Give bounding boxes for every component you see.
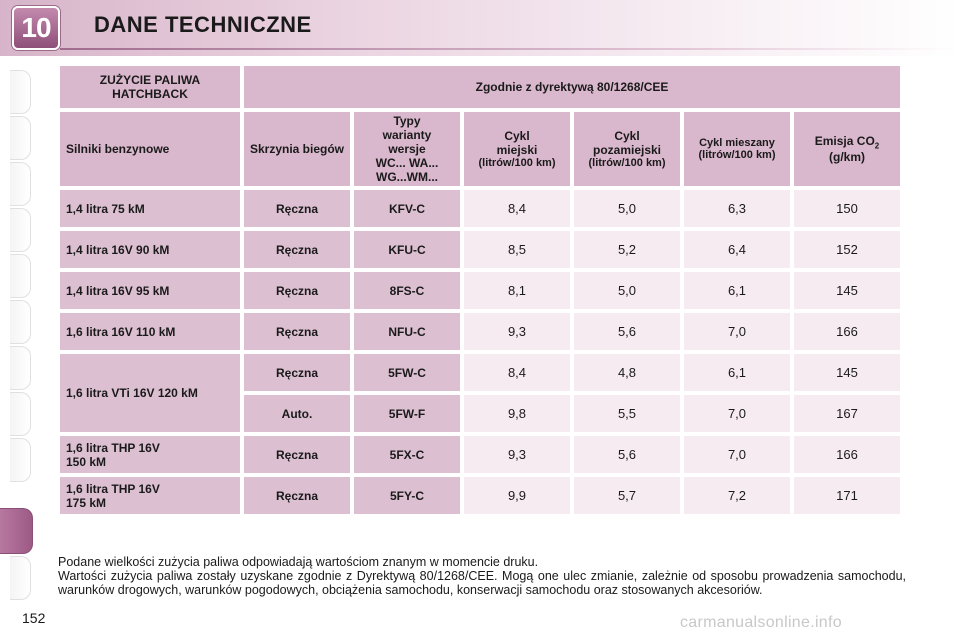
table-row: 1,4 litra 16V 95 kM Ręczna 8FS-C 8,1 5,0 6,1 145	[60, 272, 900, 309]
table-title-row	[60, 66, 900, 108]
chapter-tab[interactable]	[10, 300, 31, 344]
table-row: 1,6 litra VTi 16V 120 kM Ręczna 5FW-C 8,4 4,8 6,1 145	[60, 354, 900, 391]
chapter-tab[interactable]	[10, 70, 31, 114]
page-number: 152	[22, 610, 46, 626]
chapter-tab[interactable]	[10, 116, 31, 160]
footnote-line: Wartości zużycia paliwa zostały uzyskane zgodnie z Dyrektywą 80/1268/CEE. Mogą one ulec zmianie, zależnie od sposobu prowadzenia samochodu, warunków drogowych, warunków pogodowych, obciążenia samochodu, konserwacji samochodu oraz stosowanych akcesoriów.	[58, 569, 906, 597]
watermark: carmanualsonline.info	[680, 614, 842, 631]
chapter-tab[interactable]	[10, 556, 31, 600]
col-engine: Silniki benzynowe	[60, 112, 240, 186]
header-divider	[60, 48, 960, 50]
chapter-tab[interactable]	[10, 162, 31, 206]
table-row: 1,6 litra THP 16V 150 kM Ręczna 5FX-C 9,3 5,6 7,0 166	[60, 436, 900, 473]
column-header-row	[60, 112, 900, 186]
chapter-tab[interactable]	[10, 208, 31, 252]
table-title: ZUŻYCIE PALIWA HATCHBACK	[60, 66, 240, 108]
col-types: Typy warianty wersje WC... WA... WG...WM...	[354, 112, 460, 186]
page-title: DANE TECHNICZNE	[94, 12, 312, 37]
col-extra-urban: Cykl pozamiejski (litrów/100 km)	[574, 112, 680, 186]
col-co2: Emisja $CO_2$ (g/km)	[794, 112, 900, 186]
col-mixed: Cykl mieszany (litrów/100 km)	[684, 112, 790, 186]
chapter-tabs	[0, 60, 34, 580]
chapter-badge: 10	[12, 6, 60, 50]
table-row: 1,4 litra 75 kM Ręczna KFV-C 8,4 5,0 6,3 150	[60, 190, 900, 227]
chapter-tab[interactable]	[10, 392, 31, 436]
table-row: 1,6 litra THP 16V 175 kM Ręczna 5FY-C 9,9 5,7 7,2 171	[60, 477, 900, 514]
col-urban: Cykl miejski (litrów/100 km)	[464, 112, 570, 186]
fuel-consumption-table	[56, 62, 904, 518]
table-row: Auto. 5FW-F 9,8 5,5 7,0 167	[60, 395, 900, 432]
chapter-tab[interactable]	[10, 346, 31, 390]
chapter-tab[interactable]	[10, 438, 31, 482]
table-row: 1,6 litra 16V 110 kM Ręczna NFU-C 9,3 5,6 7,0 166	[60, 313, 900, 350]
directive-note: Zgodnie z dyrektywą 80/1268/CEE	[244, 66, 900, 108]
footnote-line: Podane wielkości zużycia paliwa odpowiadają wartościom znanym w momencie druku.	[58, 555, 539, 569]
footnote	[58, 555, 906, 597]
col-gearbox: Skrzynia biegów	[244, 112, 350, 186]
table-row: 1,4 litra 16V 90 kM Ręczna KFU-C 8,5 5,2 6,4 152	[60, 231, 900, 268]
chapter-tab[interactable]	[10, 254, 31, 298]
chapter-tab-active[interactable]	[0, 508, 33, 554]
